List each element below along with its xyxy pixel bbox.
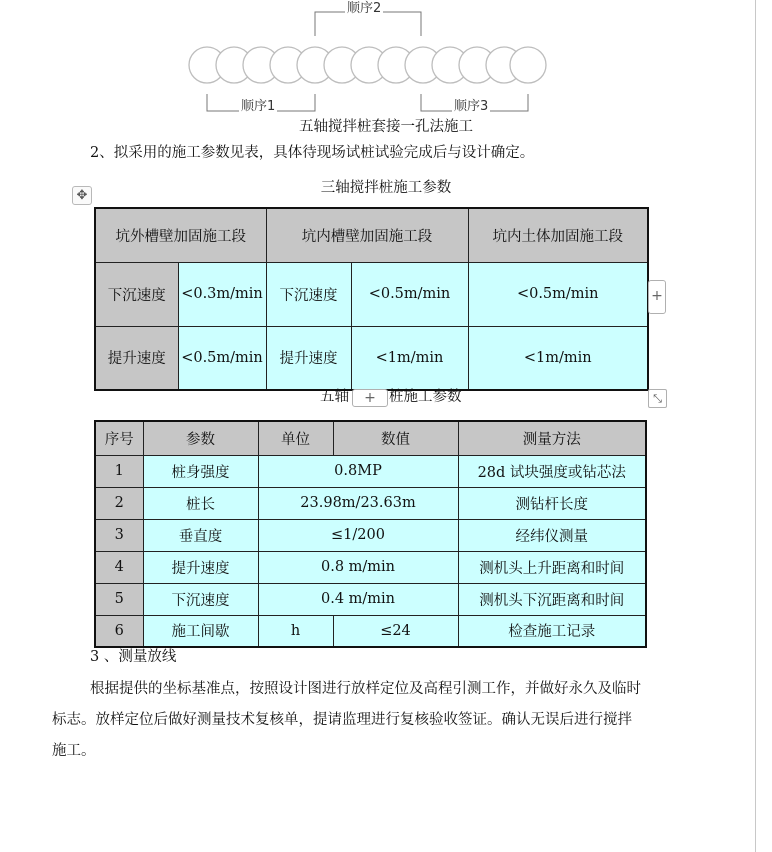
table-cell: 下沉速度 [143, 583, 258, 615]
add-row-button[interactable]: + [352, 389, 388, 407]
table-row [95, 455, 646, 487]
pile-circles-drawing [180, 0, 560, 116]
table-header-cell: 坑内槽壁加固施工段 [266, 208, 468, 262]
body-line-2: 标志。放样定位后做好测量技术复核单，提请监理进行复核验收签证。确认无误后进行搅拌 [52, 712, 632, 728]
table-cell: 4 [95, 551, 143, 583]
table-cell: 测机头上升距离和时间 [458, 551, 646, 583]
table-cell: 提升速度 [95, 326, 178, 390]
table-header-cell: 单位 [258, 421, 333, 455]
table-cell: 经纬仪测量 [458, 519, 646, 551]
table-cell: <0.5m/min [468, 262, 648, 326]
table-cell: 1 [95, 455, 143, 487]
table-cell: 3 [95, 519, 143, 551]
table-row [95, 551, 646, 583]
table-cell: 桩身强度 [143, 455, 258, 487]
table-cell: 23.98m/23.63m [258, 487, 458, 519]
table-row [95, 615, 646, 647]
body-line-3: 施工。 [52, 743, 96, 759]
table-cell: 下沉速度 [95, 262, 178, 326]
table-cell: 下沉速度 [266, 262, 351, 326]
table1-title: 三轴搅拌桩施工参数 [320, 180, 452, 196]
table-cell: 提升速度 [143, 551, 258, 583]
table-cell: 检查施工记录 [458, 615, 646, 647]
table-resize-icon[interactable]: ⤡ [648, 389, 667, 408]
table-cell: ≤24 [333, 615, 458, 647]
sequence-3-label: 顺序3 [452, 95, 490, 114]
table-row [95, 262, 648, 326]
table-cell: 5 [95, 583, 143, 615]
table-cell: <0.3m/min [178, 262, 266, 326]
table-header-row [95, 421, 646, 455]
table-row [95, 326, 648, 390]
table-cell: h [258, 615, 333, 647]
table-cell: 垂直度 [143, 519, 258, 551]
table-cell: 0.8 m/min [258, 551, 458, 583]
table-cell: 施工间歇 [143, 615, 258, 647]
sequence-2-label: 顺序2 [345, 0, 383, 16]
five-axis-params-table [94, 420, 647, 648]
table-header-row [95, 208, 648, 262]
table2-title-right: 桩施工参数 [389, 389, 462, 405]
table2-title-left: 五轴 [320, 389, 349, 405]
table-header-cell: 数值 [333, 421, 458, 455]
table-header-cell: 测量方法 [458, 421, 646, 455]
table-header-cell: 序号 [95, 421, 143, 455]
table-cell: 测钻杆长度 [458, 487, 646, 519]
table-row [95, 519, 646, 551]
diagram-caption: 五轴搅拌桩套接一孔法施工 [299, 119, 473, 135]
three-axis-params-table [94, 207, 649, 391]
body-line-1: 根据提供的坐标基准点，按照设计图进行放样定位及高程引测工作，并做好永久及临时 [90, 681, 641, 697]
table-cell: <1m/min [468, 326, 648, 390]
table-cell: 0.4 m/min [258, 583, 458, 615]
table-cell: <0.5m/min [351, 262, 468, 326]
table-cell: ≤1/200 [258, 519, 458, 551]
table-move-handle-icon[interactable]: ✥ [72, 186, 92, 205]
sequence-1-label: 顺序1 [239, 95, 277, 114]
table-row [95, 487, 646, 519]
table-cell: 0.8MP [258, 455, 458, 487]
section-heading: 3 、测量放线 [90, 649, 177, 665]
table-header-cell: 坑外槽壁加固施工段 [95, 208, 266, 262]
pile-sequence-diagram [180, 0, 560, 116]
table-cell: <1m/min [351, 326, 468, 390]
table-cell: 28d 试块强度或钻芯法 [458, 455, 646, 487]
table-cell: 桩长 [143, 487, 258, 519]
add-column-button[interactable]: + [648, 280, 666, 314]
table-cell: 6 [95, 615, 143, 647]
table-row [95, 583, 646, 615]
paragraph-params: 2、拟采用的施工参数见表，具体待现场试桩试验完成后与设计确定。 [90, 145, 535, 161]
table-header-cell: 参数 [143, 421, 258, 455]
pile-circle [510, 47, 546, 83]
table-cell: 2 [95, 487, 143, 519]
table-cell: 测机头下沉距离和时间 [458, 583, 646, 615]
table-cell: 提升速度 [266, 326, 351, 390]
table-cell: <0.5m/min [178, 326, 266, 390]
table-header-cell: 坑内土体加固施工段 [468, 208, 648, 262]
